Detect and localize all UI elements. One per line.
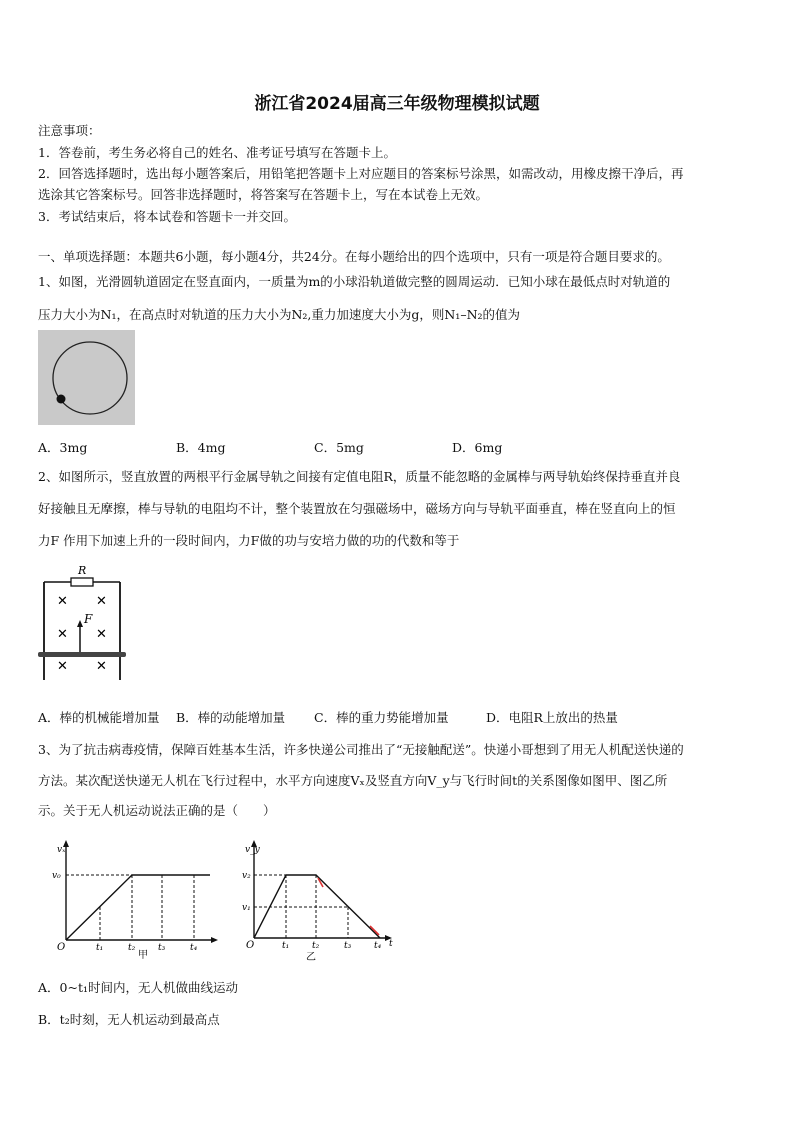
- q2-text-line2: 好接触且无摩擦，棒与导轨的电阻均不计，整个装置放在匀强磁场中，磁场方向与导轨平面垂直，棒在竖直向上的恒: [38, 501, 676, 516]
- x-axis-label: t: [389, 939, 393, 949]
- y-tick-label: v₂: [242, 871, 251, 881]
- q2-text-line1: 2、如图所示，竖直放置的两根平行金属导轨之间接有定值电阻R，质量不能忽略的金属棒与两导轨始终保持垂直并良: [38, 469, 681, 484]
- q1-option-a[interactable]: A．3mg: [38, 440, 88, 455]
- q3-graph-vy: [234, 838, 394, 964]
- x-tick-label: t₂: [312, 941, 320, 951]
- force-label: F: [84, 612, 93, 626]
- q3-text-line1: 3、为了抗击病毒疫情，保障百姓基本生活，许多快递公司推出了“无接触配送”。快递小哥想到了用无人机配送快递的: [38, 742, 684, 757]
- x-tick-label: t₂: [128, 943, 136, 953]
- x-tick-label: t₁: [282, 941, 290, 951]
- b-field-cross: ✕: [96, 659, 107, 674]
- b-field-cross: ✕: [96, 627, 107, 642]
- q1-option-d[interactable]: D．6mg: [452, 440, 503, 455]
- q1-text-line1: 1、如图，光滑圆轨道固定在竖直面内，一质量为m的小球沿轨道做完整的圆周运动．已知小球在最低点时对轨道的: [38, 274, 671, 289]
- vx-curve: [66, 875, 210, 940]
- x-tick-label: t₃: [344, 941, 352, 951]
- q2-option-d[interactable]: D．电阻R上放出的热量: [486, 710, 618, 725]
- notice-item-1: 1．答卷前，考生务必将自己的姓名、准考证号填写在答题卡上。: [38, 145, 396, 160]
- notice-heading: 注意事项：: [38, 123, 101, 138]
- q3-option-b[interactable]: B．t₂时刻，无人机运动到最高点: [38, 1012, 220, 1027]
- q3-text-line3: 示。关于无人机运动说法正确的是（ ）: [38, 803, 276, 818]
- q1-circle-track-figure: [38, 330, 135, 425]
- page-title: 浙江省2024届高三年级物理模拟试题: [254, 94, 540, 114]
- section-heading: 一、单项选择题：本题共6小题，每小题4分，共24分。在每小题给出的四个选项中，只有一项是符合题目要求的。: [38, 249, 670, 264]
- metal-rod: [38, 652, 126, 657]
- graph-caption: 乙: [306, 952, 316, 963]
- b-field-cross: ✕: [57, 659, 68, 674]
- force-arrow-head: [77, 620, 83, 627]
- q2-option-c[interactable]: C．棒的重力势能增加量: [314, 710, 449, 725]
- b-field-cross: ✕: [57, 594, 68, 609]
- q2-option-b[interactable]: B．棒的动能增加量: [176, 710, 286, 725]
- y-axis-label: vₓ: [57, 845, 66, 855]
- x-tick-label: t₃: [158, 943, 166, 953]
- ball: [57, 395, 66, 404]
- graph-caption: 甲: [138, 950, 148, 960]
- x-tick-label: t₄: [374, 941, 382, 951]
- origin-label: O: [57, 942, 66, 953]
- y-tick-label: v₀: [52, 871, 61, 881]
- origin-label: O: [246, 940, 255, 951]
- q1-text-line2: 压力大小为N₁，在高点时对轨道的压力大小为N₂,重力加速度大小为g，则N₁–N₂的值为: [38, 307, 521, 322]
- q2-rail-figure: [36, 562, 128, 682]
- q1-option-c[interactable]: C．5mg: [314, 440, 364, 455]
- b-field-cross: ✕: [57, 627, 68, 642]
- q2-text-line3: 力F 作用下加速上升的一段时间内，力F做的功与安培力做的功的代数和等于: [38, 533, 460, 548]
- notice-item-3: 3．考试结束后，将本试卷和答题卡一并交回。: [38, 209, 296, 224]
- q3-graph-vx: [42, 838, 220, 960]
- y-axis-label: v_y: [245, 845, 260, 855]
- notice-item-2: 2．回答选择题时，选出每小题答案后，用铅笔把答题卡上对应题目的答案标号涂黑，如需改动，用橡皮擦干净后，再: [38, 166, 684, 181]
- resistor: [71, 578, 93, 586]
- y-tick-label: v₁: [242, 903, 251, 913]
- b-field-cross: ✕: [96, 594, 107, 609]
- q3-option-a[interactable]: A．0~t₁时间内，无人机做曲线运动: [38, 980, 238, 995]
- notice-item-2-cont: 选涂其它答案标号。回答非选择题时，将答案写在答题卡上，写在本试卷上无效。: [38, 187, 489, 202]
- q1-option-b[interactable]: B．4mg: [176, 440, 226, 455]
- resistor-label: R: [78, 564, 87, 577]
- x-tick-label: t₁: [96, 943, 104, 953]
- q2-option-a[interactable]: A．棒的机械能增加量: [38, 710, 160, 725]
- x-axis-arrow: [211, 937, 218, 943]
- red-annotation-mark: [370, 926, 379, 935]
- q3-text-line2: 方法。某次配送快递无人机在飞行过程中，水平方向速度Vₓ及竖直方向V_y与飞行时间t的关系图像如图甲、图乙所: [38, 773, 668, 788]
- x-tick-label: t₄: [190, 943, 198, 953]
